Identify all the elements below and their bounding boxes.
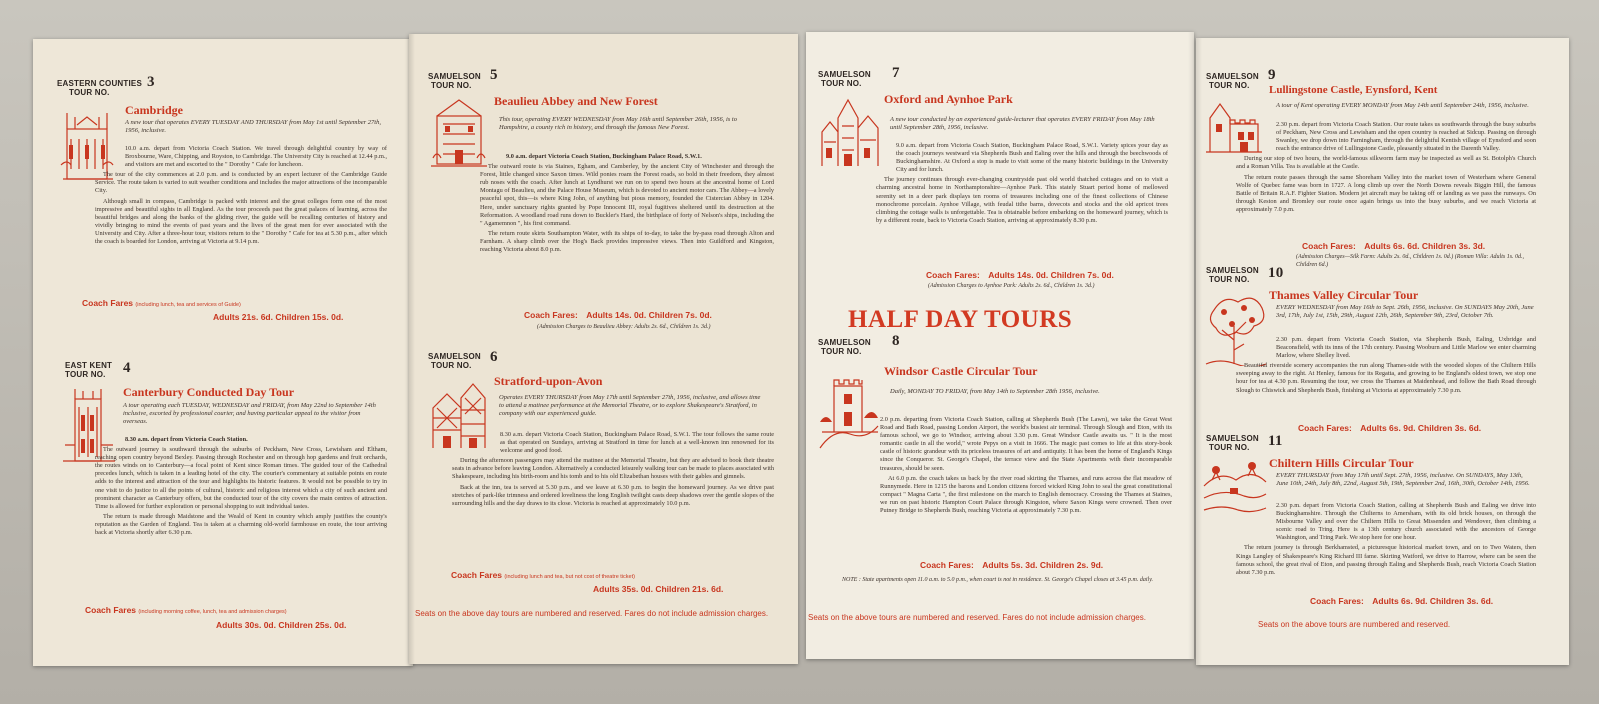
- tour-11-paragraph: 2.30 p.m. depart from Victoria Coach Station, calling at Shepherds Bush and Ealing we drive into Buckinghamshire. Through the Chilterns to Amersham, with its old brick houses, on through the Misbourne Valley and over the Chiltern Hills to Great Missenden and Wendover, then climbing a scenic road to Tring. Here is a 13th century church associated with the ancestors of George Washington, and Tring Park. We stop here for one hour.: [1276, 502, 1536, 542]
- tour-10-tour-no-label: TOUR NO.: [1209, 275, 1250, 284]
- tour-8-number: 8: [892, 333, 900, 349]
- tour-3-fares: [82, 298, 344, 322]
- tour-5-paragraph: The outward route is via Staines, Egham, and Camberley, by the ancient City of Winchester and through the Forest, little changed since Saxon times. Wild ponies roam the Forest roads, so bold in their freedom, they almost rub noses with the coach. After lunch at Lyndhurst we run on to spend two hours at the ancestral home of Lord Montagu of Beaulieu, and the Palace House Museum, which is devoted to ancient motor cars. The Abbey—a lovely peaceful spot, this—is where King John, of anything but pious memory, founded the Cistercian Abbey in 1204. Here, under sanctuary rights granted by Pope Innocent III, royal fugitives sheltered until its destruction at the Reformation. A woodland road runs down to Buckler's Hard, the birthplace of forty of Nelson's ships, including the " Agamemnon ", his first command.: [480, 163, 774, 227]
- tour-9-tour-no-label: TOUR NO.: [1209, 81, 1250, 90]
- half-day-tours-heading: HALF DAY TOURS: [848, 306, 1073, 333]
- tour-9-operator: SAMUELSON: [1206, 72, 1259, 81]
- tour-11-fares: [1310, 596, 1493, 606]
- tour-10-operator: SAMUELSON: [1206, 266, 1259, 275]
- tour-6-fares: [451, 570, 724, 594]
- tour-5-fares: [524, 310, 712, 320]
- brochure-panel-2: [409, 34, 798, 664]
- tour-8-paragraph: At 6.0 p.m. the coach takes us back by the river road skirting the Thames, and runs across the flat meadow of Runnymede. Here in 1215 the barons and London citizens forced wicked King John to seal the great constitutional compact " Magna Carta ", the first milestone on the march to English democracy. Crossing the Thames at Staines, we run on past historic Hampton Court Palace through Kingston, where Saxon Kings were crowned. Then over Putney Bridge to Shepherds Bush, reaching Victoria at approximately 7.30 p.m.: [880, 474, 1172, 515]
- tour-7-operator: SAMUELSON: [818, 70, 871, 79]
- tour-10-fare-amounts: Adults 6s. 9d. Children 3s. 6d.: [1360, 423, 1482, 433]
- tour-6-intro: Operates EVERY THURSDAY from May 17th until September 27th, 1956, inclusive, and allows time to attend a matinee performance at the Memorial Theatre, or to explore Shakespeare's Stratford, in company with our experienced guide.: [499, 394, 761, 418]
- tour-5-title: Beaulieu Abbey and New Forest: [494, 94, 658, 108]
- tour-3-body: [95, 145, 387, 248]
- tour-11-operator: SAMUELSON: [1206, 434, 1259, 443]
- tour-3-tour-no-label: TOUR NO.: [69, 88, 110, 97]
- tour-9-admission-note: (Admission Charges—Silk Farm: Adults 2s. 0d., Children 1s. 0d.) (Roman Villa: Adults 1s. 0d., Children 6d.): [1296, 254, 1525, 268]
- tour-11-tour-no-label: TOUR NO.: [1209, 443, 1250, 452]
- tour-7-admission-note: (Admission Charges to Aynhoe Park: Adults 2s. 6d., Children 1s. 3d.): [928, 283, 1095, 289]
- tour-8-fares: [920, 560, 1103, 570]
- tour-3-intro: A new tour that operates EVERY TUESDAY AND THURSDAY from May 1st until September 27th, 1956, inclusive.: [125, 119, 381, 135]
- tour-9-body: [1236, 121, 1536, 216]
- tour-6-fares-label: Coach Fares: [451, 570, 503, 580]
- tour-9-title: Lullingstone Castle, Eynsford, Kent: [1269, 84, 1438, 96]
- tour-5-body: [480, 153, 774, 256]
- panel-4-footer-note: Seats on the above tours are numbered and reserved.: [1258, 620, 1451, 629]
- tour-6-fare-amounts: Adults 35s. 0d. Children 21s. 6d.: [593, 584, 724, 594]
- tour-5-paragraph: 9.0 a.m. depart Victoria Coach Station, Buckingham Palace Road, S.W.1.: [506, 153, 702, 160]
- tour-4-tour-no-label: TOUR NO.: [65, 370, 106, 379]
- tour-6-header: [428, 349, 498, 370]
- tour-5-paragraph: The return route skirts Southampton Water, with its ships of to-day, to take the by-pass road through Alton and Farnham. A sharp climb over the Hog's Back provides impressive views. Then into Guildford and Kingston, reaching Victoria about 8.0 p.m.: [480, 229, 774, 254]
- tour-10-fares: [1298, 423, 1481, 433]
- tour-4-fare-amounts: Adults 30s. 0d. Children 25s. 0d.: [216, 620, 347, 630]
- tour-9-header: [1206, 67, 1276, 90]
- tour-10-paragraph: Beautiful riverside scenery accompanies the run along Thames-side with the wooded slopes of the Chiltern Hills sweeping away to the right. At Henley, famous for its Regatta, and growing to be England's oldest town, we stop one hour for tea at 4.30 p.m. Resuming the tour, we cross the Thames at Maidenhead, and follow the Bath Road through Slough to Chiswick and Shepherds Bush, finishing at Victoria at approximately 7.30 p.m.: [1236, 362, 1536, 394]
- tour-3-title: Cambridge: [125, 103, 183, 117]
- tour-3-fares-note: (including lunch, tea and services of Guide): [135, 302, 241, 308]
- tour-10-title: Thames Valley Circular Tour: [1269, 288, 1419, 302]
- tour-3-number: 3: [147, 74, 155, 90]
- tour-3-operator: EASTERN COUNTIES: [57, 79, 142, 88]
- tour-7-paragraph: The journey continues through ever-changing countryside past old world thatched cottages and on to visit a charming ancestral home in Northamptonshire—Aynhoe Park. This stately Stuart period home of mellowed serenity set in a deer park displays ten rooms of treasures including one of the finest collections of Chinese monochrome porcelain. Aynhoe Village, with feudal tithe barns, dovecots and stocks and the old apricot trees climbing the cottage walls is unforgettable. Tea is obtainable before embarking on the homeward journey, which is by a different route, back to Victoria Coach Station, arriving at approximately 8.30 p.m.: [876, 176, 1168, 224]
- tour-3-paragraph: The tour of the city commences at 2.0 p.m. and is conducted by an expert lecturer of the Cambridge Guide Service. The route taken is varied to suit weather conditions and includes the major attractions of the incomparable City.: [95, 171, 387, 195]
- tour-6-operator: SAMUELSON: [428, 352, 481, 361]
- tour-9-fares: [1302, 241, 1485, 251]
- tour-3-fares-label: Coach Fares: [82, 298, 134, 308]
- tour-6-title: Stratford-upon-Avon: [494, 374, 603, 388]
- tour-4-paragraph: 8.30 a.m. depart from Victoria Coach Station.: [125, 436, 248, 443]
- tour-9-fares-label: Coach Fares:: [1302, 241, 1356, 251]
- tour-9-fare-amounts: Adults 6s. 6d. Children 3s. 3d.: [1364, 241, 1486, 251]
- tour-10-fares-label: Coach Fares:: [1298, 423, 1352, 433]
- brochure-panel-1: [33, 39, 413, 666]
- tour-7-fares: [926, 270, 1114, 280]
- tour-6-paragraph: During the afternoon passengers may attend the matinee at the Memorial Theatre, but they are advised to book their theatre seats in advance before leaving London. Alternatively a conducted leisurely walking tour can be made to places associated with Shakespeare, including his birth-room and his tomb and to his old Elizabethan houses with their gables and gimnels.: [452, 457, 774, 481]
- tour-3-paragraph: Although small in compass, Cambridge is packed with interest and the great colleges form one of the most impressive and beautiful sights in all England. As the tour proceeds past the great palaces of learning, across the beautiful bridges and along the banks of the gliding river, the guide will be recalling centuries of history and vividly bringing to mind the events of past years and the lives of the great men for ever associated with the University and City. After a three-hour tour, visitors return to the " Dorothy " Cafe for tea at 5.30 p.m., after which the coach is boarded for London, arriving at Victoria at 9.14 p.m.: [95, 197, 387, 246]
- tour-7-intro: A new tour conducted by an experienced guide-lecturer that operates EVERY FRIDAY from May 18th until September 28th, 1956, inclusive.: [890, 116, 1155, 132]
- tour-7-fare-amounts: Adults 14s. 0d. Children 7s. 0d.: [988, 270, 1114, 280]
- tour-8-admission-note: NOTE : State apartments open 11.0 a.m. to 5.0 p.m., when court is not in residence. St. George's Chapel closes at 3.45 p.m. daily.: [842, 577, 1154, 583]
- tour-3-header: [57, 74, 155, 97]
- tour-5-operator: SAMUELSON: [428, 72, 481, 81]
- tour-9-intro: A tour of Kent operating EVERY MONDAY from May 14th until September 24th, 1956, inclusive.: [1276, 102, 1529, 109]
- tour-7-body: [876, 142, 1168, 227]
- tour-7-title: Oxford and Aynhoe Park: [884, 92, 1013, 106]
- tour-8-fares-label: Coach Fares:: [920, 560, 974, 570]
- tour-7-number: 7: [892, 65, 900, 81]
- tour-4-title: Canterbury Conducted Day Tour: [123, 385, 295, 399]
- tour-11-body: [1236, 502, 1536, 579]
- tour-8-paragraph: 2.0 p.m. departing from Victoria Coach Station, calling at Shepherds Bush (The Lawn), we take the Great West Road and Bath Road, passing London Airport, the world's busiest air terminal. Through Slough and Eton, with its famous school, we go to Windsor, arriving about 3.30 p.m. Great Windsor Castle awaits us. " It is the most romantic castle in all the world," wrote Pepys on a visit in 1666. The magic past comes to life at this story-book castle of historic grandeur with its priceless treasures of art and antiquity. It has been the home of England's Kings since the Conqueror. St. George's Chapel, the terrace view and the State Apartments with their incomparable treasures, should be seen.: [880, 416, 1172, 472]
- tour-9-paragraph: During our stop of two hours, the world-famous silkworm farm may be inspected as well as St. Botolph's Church and a Roman Villa. Tea is available at the Castle.: [1236, 155, 1536, 171]
- tour-11-header: [1206, 433, 1283, 452]
- tour-9-paragraph: 2.30 p.m. depart from Victoria Coach Station. Our route takes us southwards through the busy suburbs of Peckham, New Cross and Lewisham and the open country is reached at Sidcup. Passing on through Swanley, we drop down into Farningham, through the delightful Kentish village of Eynsford and soon reach the entrance drive of Lullingstone Castle, pleasantly situated in the Darenth Valley.: [1276, 121, 1536, 153]
- tour-11-fare-amounts: Adults 6s. 9d. Children 3s. 6d.: [1372, 596, 1494, 606]
- tour-6-paragraph: Back at the inn, tea is served at 5.30 p.m., and we leave at 6.30 p.m. to begin the homeward journey. As we drive past stretches of park-like trimness and ordered loveliness the long English twilight casts deep shadows over the gentle slopes of the surrounding hills and the day draws to its close. Victoria is reached at approximately 10.0 p.m.: [452, 483, 774, 507]
- tour-3-fare-amounts: Adults 21s. 6d. Children 15s. 0d.: [213, 312, 344, 322]
- oxford-college-illustration: [816, 92, 880, 170]
- tour-7-header: [818, 65, 900, 88]
- tour-5-intro: This tour, operating EVERY WEDNESDAY from May 16th until September 26th, 1956, is to Hampshire, a county rich in history, and through the famous New Forest.: [499, 116, 737, 132]
- tour-5-tour-no-label: TOUR NO.: [431, 81, 472, 90]
- tour-8-tour-no-label: TOUR NO.: [821, 347, 862, 356]
- tour-9-number: 9: [1268, 67, 1276, 83]
- tour-4-paragraph: The outward journey is southward through the suburbs of Peckham, New Cross, Lewisham and Eltham, reaching open country beyond Bexley. Passing through Rochester and on through hop gardens and fruit orchards, the routes winds on to Canterbury—a focal point of Kent since Roman times. The guided tour of the Cathedral precedes lunch, which is taken in a leading hotel of the city. The courier's commentary at suitable points en route adds to the interest and attraction of the tour and highlights its historic features. It would not be possible to try in one visit to do justice to all the points of cultural, historic and religious interest which a city of such ancient and prominent character as Canterbury offers, but the conducted tour of the city covers the main centres of attraction. Time is allowed for further exploration or personal shopping to suit individual tastes.: [95, 446, 387, 510]
- tour-11-title: Chiltern Hills Circular Tour: [1269, 456, 1414, 470]
- tour-4-fares-note: (including morning coffee, lunch, tea and admission charges): [138, 609, 287, 615]
- tour-4-intro: A tour operating each TUESDAY, WEDNESDAY and FRIDAY, from May 22nd to September 14th inclusive, escorted by professional courier, and having particular appeal to the visitor from overseas.: [123, 402, 376, 426]
- tour-10-intro: EVERY WEDNESDAY from May 16th to Sept. 26th, 1956, inclusive. On SUNDAYS May 20th, June 3rd, 17th, July 1st, 15th, 29th, August 12th, 26th, September 9th, 23rd, October 7th.: [1276, 304, 1534, 320]
- tour-6-number: 6: [490, 349, 498, 365]
- tour-4-header: [65, 360, 131, 379]
- tour-5-admission-note: (Admission Charges to Beaulieu Abbey: Adults 2s. 6d., Children 1s. 3d.): [537, 324, 711, 330]
- tour-4-body: [95, 436, 387, 539]
- panel-2-footer-note: Seats on the above day tours are numbered and reserved. Fares do not include admission charges.: [415, 609, 769, 618]
- tour-8-body: [880, 416, 1172, 517]
- tour-5-fare-amounts: Adults 14s. 0d. Children 7s. 0d.: [586, 310, 712, 320]
- tour-7-fares-label: Coach Fares:: [926, 270, 980, 280]
- tour-9-paragraph: The return route passes through the same Shoreham Valley into the market town of Westerham where General Wolfe of Quebec fame was born in 1727. A long climb up over the North Downs reveals Biggin Hill, the famous Battle of Britain R.A.F. Fighter Station. Modern jet aircraft may be taking off or landing as we pass the runways. On through Keston and Bromley our route once again brings us into the busy suburbs, and we reach Victoria at approximately 7.0 p.m.: [1236, 173, 1536, 213]
- tour-10-number: 10: [1268, 265, 1284, 281]
- brochure-panel-3: [806, 32, 1194, 659]
- tour-4-operator: EAST KENT: [65, 361, 113, 370]
- tour-6-fares-note: (including lunch and tea, but not cost of theatre ticket): [504, 574, 635, 580]
- tour-6-body: [452, 431, 774, 510]
- tour-4-fares-label: Coach Fares: [85, 605, 137, 615]
- tour-11-number: 11: [1268, 433, 1283, 449]
- tour-8-operator: SAMUELSON: [818, 338, 871, 347]
- tour-7-paragraph: 9.0 a.m. depart from Victoria Coach Station, Buckingham Palace Road, S.W.1. Variety spices your day as the coach journeys westward via Shepherds Bush and Ealing over the hills and through the beechwoods of Buckinghamshire. At Oxford a stop is made to visit some of the many historic buildings in the University City and for lunch.: [896, 142, 1168, 174]
- tour-8-fare-amounts: Adults 5s. 3d. Children 2s. 9d.: [982, 560, 1104, 570]
- tour-4-number: 4: [123, 360, 131, 376]
- tour-7-tour-no-label: TOUR NO.: [821, 79, 862, 88]
- tour-4-fares: [85, 605, 347, 630]
- tour-10-header: [1206, 265, 1284, 284]
- tour-4-paragraph: The return is made through Maidstone and the Weald of Kent in country which amply justifies the county's reputation as the Garden of England. Tea is taken at a charming old-world farmhouse en route, the tour arriving back at Victoria shortly after 6.30 p.m.: [95, 512, 387, 537]
- tour-5-number: 5: [490, 67, 498, 83]
- tour-5-fares-label: Coach Fares:: [524, 310, 578, 320]
- windsor-castle-illustration: [816, 362, 882, 452]
- brochure-panel-4: [1196, 38, 1569, 665]
- tour-5-header: [428, 67, 498, 90]
- tour-3-paragraph: 10.0 a.m. depart from Victoria Coach Station. We travel through delightful country by way of Broxbourne, Ware, Chipping, and Royston, to Cambridge. The University City is reached at 12.44 p.m., and visitors are met and escorted to the " Dorothy " Cafe for luncheon.: [125, 145, 387, 169]
- tour-6-paragraph: 8.30 a.m. depart Victoria Coach Station, Buckingham Palace Road, S.W.1. The tour follows the same route as that operated on Sundays, arriving at Stratford in time for lunch at a well-known inn renowned for its welcome and good food.: [500, 431, 774, 455]
- panel-3-footer-note: Seats on the above tours are numbered and reserved. Fares do not include admission charges.: [808, 613, 1146, 622]
- tour-8-intro: Daily, MONDAY TO FRIDAY, from May 14th to September 28th 1956, inclusive.: [890, 388, 1100, 395]
- tour-11-paragraph: The return journey is through Berkhamsted, a picturesque historical market town, and on to Two Waters, then Kings Langley of Shakespeare's King Richard III fame. Skirting Watford, we drive to Harrow, where can be seen the famous school, the great rival of Eton, and passing through Ealing and Shepherds Bush, reach Victoria Coach Station about 7.30 p.m.: [1236, 544, 1536, 576]
- tour-8-title: Windsor Castle Circular Tour: [884, 364, 1038, 378]
- tour-8-header: [818, 333, 900, 356]
- tour-6-tour-no-label: TOUR NO.: [431, 361, 472, 370]
- tour-10-paragraph: 2.30 p.m. depart from Victoria Coach Station, via Shepherds Bush, Ealing, Uxbridge and Beaconsfield, with its inns of the 17th century. Passing Wooburn and Little Marlow we enter charming Marlow, where Shelley lived.: [1276, 336, 1536, 360]
- tour-11-fares-label: Coach Fares:: [1310, 596, 1364, 606]
- tour-10-body: [1236, 336, 1536, 397]
- tour-11-intro: EVERY THURSDAY from May 17th until Sept. 27th, 1956, inclusive. On SUNDAYS, May 13th, June 10th, 24th, July 8th, 22nd, August 5th, 19th, September 2nd, 16th, 30th, October 14th, 1956.: [1276, 472, 1530, 488]
